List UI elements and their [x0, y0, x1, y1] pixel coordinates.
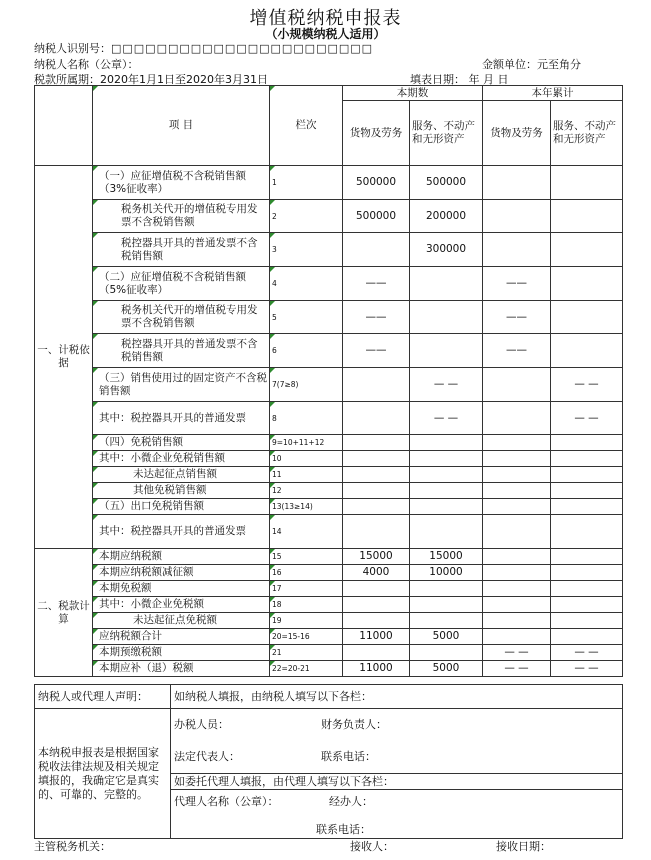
table-row: [35, 200, 623, 233]
cell-goods[interactable]: ——: [343, 267, 410, 301]
tax-authority-label: 主管税务机关：: [34, 840, 111, 853]
receive-date-label: 接收日期：: [496, 840, 551, 853]
table-row: [35, 483, 623, 499]
cell-goods-ytd[interactable]: ——: [483, 301, 551, 334]
taxpayer-id-label: 纳税人识别号：: [34, 42, 111, 55]
agent-fill-note: 如委托代理人填报，由代理人填写以下各栏：: [171, 774, 623, 790]
cell-services[interactable]: 300000: [410, 233, 483, 267]
cell-services[interactable]: [410, 597, 483, 613]
cell-goods-ytd[interactable]: [483, 200, 551, 233]
row-line-number: 17: [270, 581, 343, 597]
col-header-ytd: 本年累计: [483, 86, 623, 101]
cell-services[interactable]: 200000: [410, 200, 483, 233]
cell-goods-ytd[interactable]: — —: [483, 661, 551, 677]
cell-services[interactable]: 500000: [410, 166, 483, 200]
row-item-label: 其中：税控器具开具的普通发票: [93, 402, 270, 435]
cell-services-ytd[interactable]: — —: [551, 368, 623, 402]
cell-goods[interactable]: [343, 613, 410, 629]
cell-services-ytd[interactable]: [551, 166, 623, 200]
cell-goods-ytd[interactable]: [483, 499, 551, 515]
row-line-number: 21: [270, 645, 343, 661]
row-item-label: 税务机关代开的增值税专用发票不含税销售额: [93, 301, 270, 334]
cell-services[interactable]: [410, 499, 483, 515]
row-item-label: 其中：小微企业免税额: [93, 597, 270, 613]
cell-services[interactable]: 5000: [410, 661, 483, 677]
table-row: [35, 597, 623, 613]
row-line-number: 1: [270, 166, 343, 200]
tax-officer-label: 办税人员：: [174, 718, 229, 731]
row-item-label: 本期免税额: [93, 581, 270, 597]
cell-services[interactable]: [410, 301, 483, 334]
cell-services-ytd[interactable]: [551, 597, 623, 613]
table-row: [35, 267, 623, 301]
cell-goods[interactable]: [343, 581, 410, 597]
row-line-number: 10: [270, 451, 343, 467]
cell-services-ytd[interactable]: [551, 200, 623, 233]
cell-goods[interactable]: [343, 645, 410, 661]
table-row: [35, 549, 623, 565]
cell-services[interactable]: 10000: [410, 565, 483, 581]
table-row: [35, 435, 623, 451]
row-item-label: （三）销售使用过的固定资产不含税销售额: [93, 368, 270, 402]
table-row: [35, 645, 623, 661]
cell-goods[interactable]: 4000: [343, 565, 410, 581]
cell-services-ytd[interactable]: [551, 301, 623, 334]
cell-goods-ytd[interactable]: [483, 368, 551, 402]
taxpayer-fill-note: 如纳税人填报，由纳税人填写以下各栏：: [171, 685, 623, 709]
cell-goods-ytd[interactable]: [483, 451, 551, 467]
cell-goods[interactable]: [343, 233, 410, 267]
cell-services[interactable]: [410, 467, 483, 483]
handler-label: 经办人：: [329, 795, 373, 808]
table-body: [35, 166, 623, 677]
row-item-label: 应纳税额合计: [93, 629, 270, 645]
cell-goods-ytd[interactable]: [483, 467, 551, 483]
row-line-number: 8: [270, 402, 343, 435]
taxpayer-id-line: [34, 40, 373, 56]
table-row: [35, 661, 623, 677]
declaration-table: [34, 85, 623, 677]
row-line-number: 13(13≥14): [270, 499, 343, 515]
table-row: [35, 629, 623, 645]
cell-services-ytd[interactable]: — —: [551, 402, 623, 435]
cell-goods[interactable]: [343, 451, 410, 467]
cell-services-ytd[interactable]: — —: [551, 645, 623, 661]
cell-services-ytd[interactable]: [551, 267, 623, 301]
col-header-current: 本期数: [343, 86, 483, 101]
cell-goods[interactable]: 11000: [343, 661, 410, 677]
cell-services-ytd[interactable]: [551, 499, 623, 515]
tax-period: 税款所属期：2020年1月1日至2020年3月31日: [34, 73, 268, 86]
cell-goods[interactable]: [343, 467, 410, 483]
row-line-number: 7(7≥8): [270, 368, 343, 402]
row-item-label: 本期应补（退）税额: [93, 661, 270, 677]
cell-goods-ytd[interactable]: ——: [483, 267, 551, 301]
table-row: [35, 467, 623, 483]
row-line-number: 16: [270, 565, 343, 581]
cell-services[interactable]: [410, 515, 483, 549]
cell-goods-ytd[interactable]: ——: [483, 334, 551, 368]
cell-goods-ytd[interactable]: [483, 483, 551, 499]
row-line-number: 15: [270, 549, 343, 565]
cell-goods-ytd[interactable]: [483, 549, 551, 565]
cell-goods-ytd[interactable]: [483, 629, 551, 645]
table-row: [35, 301, 623, 334]
cell-goods-ytd[interactable]: [483, 435, 551, 451]
row-line-number: 3: [270, 233, 343, 267]
row-item-label: 其中：税控器具开具的普通发票: [93, 515, 270, 549]
table-row: [35, 166, 623, 200]
col-header-item: 项 目: [93, 86, 270, 166]
cell-goods[interactable]: [343, 483, 410, 499]
table-row: [35, 334, 623, 368]
cell-goods[interactable]: 15000: [343, 549, 410, 565]
cell-services[interactable]: 5000: [410, 629, 483, 645]
cell-services[interactable]: [410, 267, 483, 301]
row-item-label: 未达起征点销售额: [93, 467, 270, 483]
row-item-label: 本期应纳税额: [93, 549, 270, 565]
cell-services[interactable]: [410, 451, 483, 467]
table-row: [35, 402, 623, 435]
cell-services[interactable]: [410, 613, 483, 629]
cell-goods[interactable]: [343, 597, 410, 613]
cell-services-ytd[interactable]: [551, 467, 623, 483]
cell-goods[interactable]: 500000: [343, 200, 410, 233]
cell-services[interactable]: [410, 581, 483, 597]
phone-label-2: 联系电话：: [316, 823, 371, 836]
col-header-goods-ytd: 货物及劳务: [483, 101, 551, 166]
cell-goods-ytd[interactable]: — —: [483, 645, 551, 661]
row-item-label: （四）免税销售额: [93, 435, 270, 451]
row-item-label: （二）应征增值税不含税销售额（5%征收率）: [93, 267, 270, 301]
row-line-number: 20=15-16: [270, 629, 343, 645]
cell-services-ytd[interactable]: [551, 565, 623, 581]
table-row: [35, 515, 623, 549]
cell-services[interactable]: [410, 483, 483, 499]
row-item-label: 本期应纳税额减征额: [93, 565, 270, 581]
phone-label-1: 联系电话：: [321, 750, 376, 763]
taxpayer-id-boxes[interactable]: □□□□□□□□□□□□□□□□□□□□□□□: [111, 42, 374, 55]
table-row: [35, 565, 623, 581]
cell-services[interactable]: [410, 645, 483, 661]
row-item-label: 税控器具开具的普通发票不含税销售额: [93, 334, 270, 368]
cell-services-ytd[interactable]: [551, 451, 623, 467]
agent-name-label: 代理人名称（公章）：: [174, 795, 279, 808]
cell-services-ytd[interactable]: — —: [551, 661, 623, 677]
cell-goods-ytd[interactable]: [483, 597, 551, 613]
finance-head-label: 财务负责人：: [321, 718, 387, 731]
section-label-calc: 二、税款计算: [35, 549, 93, 677]
cell-services[interactable]: [410, 334, 483, 368]
cell-services-ytd[interactable]: [551, 515, 623, 549]
row-line-number: 4: [270, 267, 343, 301]
cell-services-ytd[interactable]: [551, 549, 623, 565]
legal-rep-label: 法定代表人：: [174, 750, 240, 763]
row-item-label: 其中：小微企业免税销售额: [93, 451, 270, 467]
declaration-section: [34, 684, 623, 839]
cell-goods-ytd[interactable]: [483, 166, 551, 200]
row-item-label: （一）应征增值税不含税销售额（3%征收率）: [93, 166, 270, 200]
cell-services[interactable]: [410, 435, 483, 451]
fill-date: 填表日期： 年 月 日: [410, 73, 509, 86]
col-header-row: 栏次: [270, 86, 343, 166]
table-row: [35, 451, 623, 467]
row-line-number: 6: [270, 334, 343, 368]
cell-goods-ytd[interactable]: [483, 233, 551, 267]
row-line-number: 19: [270, 613, 343, 629]
row-line-number: 5: [270, 301, 343, 334]
col-header-services-ytd: 服务、不动产和无形资产: [551, 101, 623, 166]
cell-services-ytd[interactable]: [551, 435, 623, 451]
header-blank-cell: [35, 86, 93, 166]
receiver-label: 接收人：: [350, 840, 394, 853]
table-row: [35, 613, 623, 629]
form-title: 增值税纳税申报表: [249, 8, 402, 29]
cell-services-ytd[interactable]: [551, 581, 623, 597]
row-line-number: 2: [270, 200, 343, 233]
cell-services[interactable]: — —: [410, 402, 483, 435]
row-item-label: 未达起征点免税额: [93, 613, 270, 629]
cell-goods[interactable]: [343, 435, 410, 451]
cell-services-ytd[interactable]: [551, 629, 623, 645]
section-label-basis: 一、计税依据: [35, 166, 93, 549]
cell-goods-ytd[interactable]: [483, 515, 551, 549]
cell-goods[interactable]: ——: [343, 334, 410, 368]
row-line-number: 11: [270, 467, 343, 483]
cell-goods[interactable]: [343, 402, 410, 435]
row-item-label: 本期预缴税额: [93, 645, 270, 661]
row-item-label: （五）出口免税销售额: [93, 499, 270, 515]
col-header-goods: 货物及劳务: [343, 101, 410, 166]
table-row: [35, 499, 623, 515]
cell-services-ytd[interactable]: [551, 483, 623, 499]
table-row: [35, 368, 623, 402]
form-subtitle: （小规模纳税人适用）: [265, 27, 386, 41]
cell-services-ytd[interactable]: [551, 613, 623, 629]
row-line-number: 22=20-21: [270, 661, 343, 677]
row-line-number: 14: [270, 515, 343, 549]
row-item-label: 其他免税销售额: [93, 483, 270, 499]
cell-goods-ytd[interactable]: [483, 613, 551, 629]
declaration-statement: 本纳税申报表是根据国家税收法律法规及相关规定填报的，我确定它是真实的、可靠的、完整的。: [35, 709, 171, 839]
table-row: [35, 233, 623, 267]
table-row: [35, 581, 623, 597]
cell-services-ytd[interactable]: [551, 233, 623, 267]
cell-goods[interactable]: ——: [343, 301, 410, 334]
col-header-services: 服务、不动产和无形资产: [410, 101, 483, 166]
declarant-label: 纳税人或代理人声明：: [35, 685, 171, 709]
taxpayer-name-label: 纳税人名称（公章）：: [34, 58, 139, 71]
cell-goods[interactable]: [343, 368, 410, 402]
cell-services-ytd[interactable]: [551, 334, 623, 368]
cell-services[interactable]: 15000: [410, 549, 483, 565]
cell-goods[interactable]: 11000: [343, 629, 410, 645]
row-line-number: 18: [270, 597, 343, 613]
cell-goods[interactable]: 500000: [343, 166, 410, 200]
cell-goods-ytd[interactable]: [483, 402, 551, 435]
cell-goods[interactable]: [343, 499, 410, 515]
row-item-label: 税务机关代开的增值税专用发票不含税销售额: [93, 200, 270, 233]
row-line-number: 9=10+11+12: [270, 435, 343, 451]
row-line-number: 12: [270, 483, 343, 499]
row-item-label: 税控器具开具的普通发票不含税销售额: [93, 233, 270, 267]
cell-goods[interactable]: [343, 515, 410, 549]
amount-unit: 金额单位：元至角分: [482, 58, 581, 71]
cell-goods-ytd[interactable]: [483, 565, 551, 581]
cell-services[interactable]: — —: [410, 368, 483, 402]
cell-goods-ytd[interactable]: [483, 581, 551, 597]
